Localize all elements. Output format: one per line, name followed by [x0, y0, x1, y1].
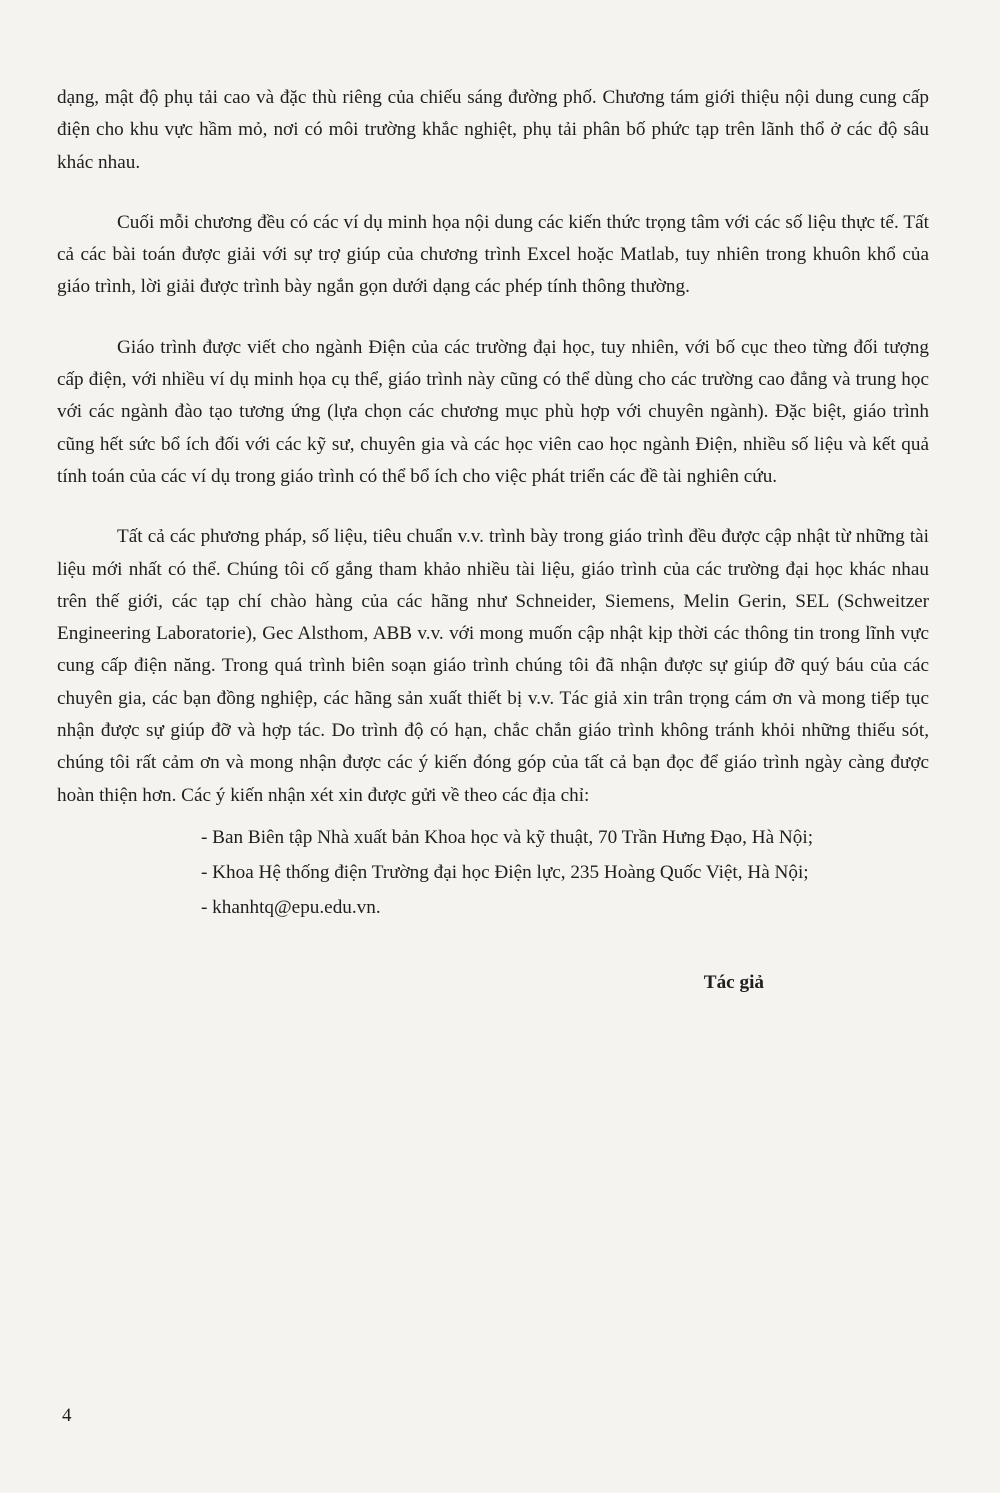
- address-email: - khanhtq@epu.edu.vn.: [201, 896, 381, 918]
- paragraph-spacer: [57, 304, 929, 332]
- page-body: [57, 82, 929, 999]
- paragraph-spacer: [57, 179, 929, 207]
- paragraph-continuation: dạng, mật độ phụ tải cao và đặc thù riêng của chiếu sáng đường phố. Chương tám giới thiệu nội dung cung cấp điện cho khu vực hầm mỏ, nơi có môi trường khắc nghiệt, phụ tải phân bố phức tạp trên lãnh thổ ở các độ sâu khác nhau.: [57, 87, 929, 173]
- paragraph-spacer: [57, 493, 929, 521]
- paragraph-examples: Cuối mỗi chương đều có các ví dụ minh họa nội dung các kiến thức trọng tâm với các số liệu thực tế. Tất cả các bài toán được giải với sự trợ giúp của chương trình Excel hoặc Matlab, tuy nhiên trong khuôn khổ của giáo trình, lời giải được trình bày ngắn gọn dưới dạng các phép tính thông thường.: [57, 211, 929, 298]
- address-publisher: - Ban Biên tập Nhà xuất bản Khoa học và kỹ thuật, 70 Trần Hưng Đạo, Hà Nội;: [201, 826, 814, 848]
- paragraph-audience: Giáo trình được viết cho ngành Điện của các trường đại học, tuy nhiên, với bố cục theo từng đối tượng cấp điện, với nhiều ví dụ minh họa cụ thể, giáo trình này cũng có thể dùng cho các trường cao đẳng và trung học với các ngành đào tạo tương ứng (lựa chọn các chương mục phù hợp với chuyên ngành). Đặc biệt, giáo trình cũng hết sức bổ ích đối với các kỹ sư, chuyên gia và các học viên cao học ngành Điện, nhiều số liệu và kết quả tính toán của các ví dụ trong giáo trình có thể bổ ích cho việc phát triển các đề tài nghiên cứu.: [57, 336, 929, 487]
- paragraph-sources: Tất cả các phương pháp, số liệu, tiêu chuẩn v.v. trình bày trong giáo trình đều được cập nhật từ những tài liệu mới nhất có thể. Chúng tôi cố gắng tham khảo nhiều tài liệu, giáo trình của các trường đại học khác nhau trên thế giới, các tạp chí chào hàng của các hãng như Schneider, Siemens, Melin Gerin, SEL (Schweitzer Engineering Laboratorie), Gec Alsthom, ABB v.v. với mong muốn cập nhật kịp thời các thông tin trong lĩnh vực cung cấp điện năng. Trong quá trình biên soạn giáo trình chúng tôi đã nhận được sự giúp đỡ quý báu của các chuyên gia, các bạn đồng nghiệp, các hãng sản xuất thiết bị v.v. Tác giả xin trân trọng cám ơn và mong tiếp tục nhận được sự giúp đỡ và hợp tác. Do trình độ có hạn, chắc chắn giáo trình không tránh khỏi những thiếu sót, chúng tôi rất cảm ơn và mong nhận được các ý kiến đóng góp của tất cả bạn đọc để giáo trình ngày càng được hoàn thiện hơn. Các ý kiến nhận xét xin được gửi về theo các địa chỉ:: [57, 526, 929, 806]
- page-number: 4: [62, 1405, 72, 1426]
- list-spacer: [57, 812, 929, 820]
- author-signature: Tác giả: [703, 971, 764, 993]
- signature-spacer: [57, 925, 929, 967]
- address-university: - Khoa Hệ thống điện Trường đại học Điện lực, 235 Hoàng Quốc Việt, Hà Nội;: [201, 861, 809, 883]
